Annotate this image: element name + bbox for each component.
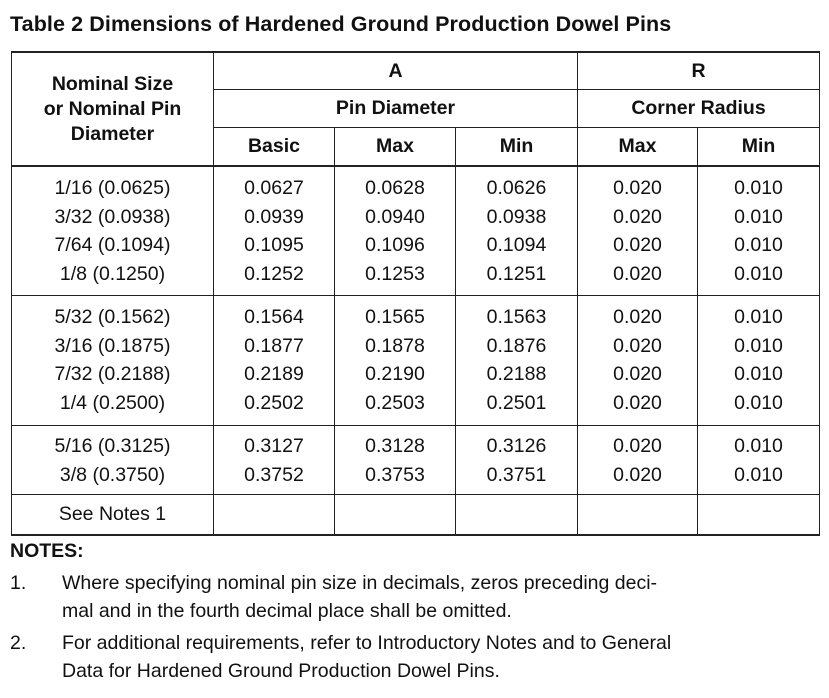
empty-cell [698, 495, 820, 536]
r-max-value: 0.020 [613, 391, 662, 414]
a-min-column-header: Min [456, 128, 578, 167]
r-max-value: 0.020 [613, 334, 662, 357]
r-min-value: 0.010 [734, 334, 783, 357]
a-max-value: 0.3753 [365, 463, 425, 486]
r-min-value: 0.010 [734, 262, 783, 285]
notes-heading: NOTES: [10, 540, 84, 562]
a-max-value: 0.2503 [365, 391, 425, 414]
a-min-value: 0.1563 [486, 306, 547, 328]
a-min-value: 0.1251 [486, 262, 547, 285]
r-max-cell [578, 426, 698, 495]
a-min-cell [456, 426, 578, 495]
basic-value: 0.3752 [244, 463, 304, 486]
note-line: Data for Hardened Ground Production Dowel Pins. [62, 660, 500, 682]
r-min-value: 0.010 [734, 306, 783, 328]
r-min-cell [698, 296, 820, 426]
a-max-cell [335, 166, 456, 296]
r-max-value: 0.020 [613, 262, 662, 285]
r-max-value: 0.020 [613, 435, 662, 457]
r-max-value: 0.020 [613, 306, 662, 328]
basic-value: 0.0939 [244, 205, 304, 228]
basic-value: 0.1252 [244, 262, 304, 285]
group-r-header: R [578, 52, 820, 90]
a-min-cell [456, 166, 578, 296]
see-notes-cell: See Notes 1 [12, 495, 214, 536]
a-max-value: 0.1253 [365, 262, 425, 285]
r-min-value: 0.010 [734, 435, 783, 457]
empty-cell [578, 495, 698, 536]
basic-cell [214, 426, 335, 495]
table-row-group [12, 426, 820, 495]
r-max-value: 0.020 [613, 363, 662, 386]
r-min-cell [698, 166, 820, 296]
dimensions-table [11, 51, 820, 536]
table-title: Table 2 Dimensions of Hardened Ground Production Dowel Pins [10, 12, 672, 36]
basic-cell [214, 296, 335, 426]
basic-value: 0.2502 [244, 391, 304, 414]
nominal-value: 5/32 (0.1562) [54, 306, 171, 328]
a-min-cell [456, 296, 578, 426]
r-min-column-header: Min [698, 128, 820, 167]
r-max-cell [578, 296, 698, 426]
corner-radius-header: Corner Radius [578, 90, 820, 128]
r-min-value: 0.010 [734, 463, 783, 486]
a-max-cell [335, 426, 456, 495]
basic-value: 0.1877 [244, 334, 304, 357]
empty-cell [335, 495, 456, 536]
notes-section [10, 540, 822, 689]
a-max-value: 0.0940 [365, 205, 425, 228]
note-number: 2. [10, 632, 27, 654]
a-min-value: 0.2188 [486, 363, 547, 386]
nominal-header-line: Diameter [70, 122, 155, 145]
r-max-value: 0.020 [613, 205, 662, 228]
nominal-value: 3/16 (0.1875) [54, 334, 171, 357]
empty-cell [456, 495, 578, 536]
a-max-value: 0.1565 [365, 306, 425, 328]
a-max-cell [335, 296, 456, 426]
r-max-value: 0.020 [613, 463, 662, 486]
a-min-value: 0.0938 [486, 205, 547, 228]
r-min-value: 0.010 [734, 234, 783, 257]
basic-column-header: Basic [214, 128, 335, 167]
r-max-value: 0.020 [613, 234, 662, 257]
a-max-value: 0.1096 [365, 234, 425, 257]
nominal-cell [12, 166, 214, 296]
r-min-value: 0.010 [734, 391, 783, 414]
a-min-value: 0.3126 [486, 435, 547, 457]
a-min-value: 0.1094 [486, 234, 547, 257]
nominal-size-header [12, 52, 214, 166]
nominal-header-line: Nominal Size [51, 72, 174, 95]
basic-value: 0.3127 [244, 435, 304, 457]
note-number: 1. [10, 572, 27, 594]
basic-value: 0.2189 [244, 363, 304, 386]
table-row-group [12, 166, 820, 296]
a-min-value: 0.2501 [486, 391, 547, 414]
r-max-column-header: Max [578, 128, 698, 167]
nominal-header-line: or Nominal Pin [43, 97, 182, 120]
basic-value: 0.0627 [244, 177, 304, 199]
a-min-value: 0.0626 [486, 177, 547, 199]
a-min-value: 0.1876 [486, 334, 547, 357]
r-max-cell [578, 166, 698, 296]
nominal-value: 7/32 (0.2188) [54, 363, 171, 386]
nominal-cell [12, 296, 214, 426]
nominal-value: 1/8 (0.1250) [59, 262, 166, 285]
nominal-value: 5/16 (0.3125) [54, 435, 171, 457]
nominal-value: 3/32 (0.0938) [54, 205, 171, 228]
note-line: mal and in the fourth decimal place shall be omitted. [62, 600, 512, 622]
basic-cell [214, 166, 335, 296]
note-item [10, 629, 822, 685]
table-row-group [12, 296, 820, 426]
nominal-value: 1/16 (0.0625) [54, 177, 171, 199]
nominal-value: 7/64 (0.1094) [54, 234, 171, 257]
nominal-value: 1/4 (0.2500) [59, 391, 166, 414]
nominal-cell [12, 426, 214, 495]
a-max-value: 0.0628 [365, 177, 425, 199]
empty-cell [214, 495, 335, 536]
basic-value: 0.1564 [244, 306, 304, 328]
a-max-value: 0.3128 [365, 435, 425, 457]
r-min-value: 0.010 [734, 205, 783, 228]
basic-value: 0.1095 [244, 234, 304, 257]
r-min-cell [698, 426, 820, 495]
note-line: Where specifying nominal pin size in decimals, zeros preceding deci- [62, 572, 658, 594]
pin-diameter-header: Pin Diameter [214, 90, 578, 128]
nominal-value: 3/8 (0.3750) [59, 463, 166, 486]
note-text [62, 569, 822, 625]
a-max-value: 0.1878 [365, 334, 425, 357]
a-max-value: 0.2190 [365, 363, 425, 386]
a-min-value: 0.3751 [486, 463, 547, 486]
note-item [10, 569, 822, 625]
table-row-footer [12, 495, 820, 536]
r-min-value: 0.010 [734, 177, 783, 199]
note-text [62, 629, 822, 685]
r-min-value: 0.010 [734, 363, 783, 386]
group-a-header: A [214, 52, 578, 90]
r-max-value: 0.020 [613, 177, 662, 199]
note-line: For additional requirements, refer to Introductory Notes and to General [62, 632, 672, 654]
a-max-column-header: Max [335, 128, 456, 167]
